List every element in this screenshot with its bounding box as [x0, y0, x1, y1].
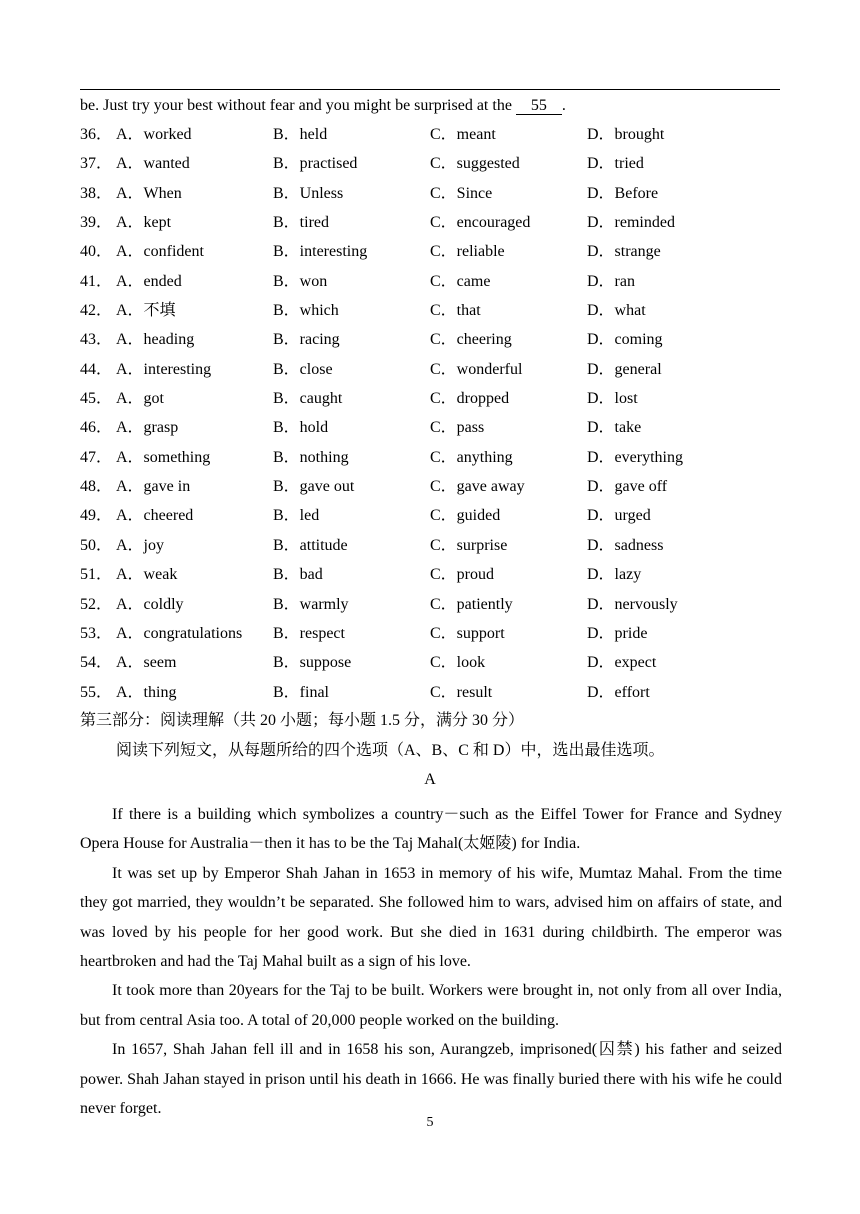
question-number: 42． [80, 302, 113, 320]
answer-blank: 55 [516, 98, 562, 115]
option-c: C．gave away [430, 478, 525, 496]
top-continuation-line [80, 96, 566, 116]
option-a: A．joy [116, 536, 165, 554]
option-c: C．encouraged [430, 214, 531, 232]
paragraph: In 1657, Shah Jahan fell ill and in 1658 his son, Aurangzeb, imprisoned(囚禁) his father and seized power. Shah Jahan stayed in prison until his death in 1666. He was finally buried there with his wife he could never forget. [80, 1041, 782, 1118]
question-number: 54． [80, 654, 113, 672]
question-row [80, 418, 780, 447]
option-d: D．lost [587, 390, 638, 408]
option-c: C．surprise [430, 536, 508, 554]
option-d: D．reminded [587, 214, 675, 232]
question-number: 44． [80, 360, 113, 378]
question-number: 39． [80, 214, 113, 232]
option-c: C．meant [430, 126, 496, 143]
question-row [80, 213, 780, 242]
option-c: C．proud [430, 566, 495, 584]
option-d: D．gave off [587, 478, 668, 496]
option-b: B．hold [273, 419, 329, 437]
option-c: C．guided [430, 507, 501, 525]
option-b: B．practised [273, 155, 358, 173]
option-b: B．gave out [273, 478, 355, 496]
option-c: C．support [430, 624, 505, 642]
paragraph: It took more than 20years for the Taj to be built. Workers were brought in, not only from all over India, but from central Asia too. A total of 20,000 people worked on the building. [80, 982, 782, 1029]
passage-body [80, 800, 782, 1123]
question-row [80, 624, 780, 653]
option-c: C．pass [430, 419, 485, 437]
option-d: D．tried [587, 155, 644, 173]
option-d: D．expect [587, 654, 657, 672]
option-d: D．lazy [587, 566, 642, 584]
option-b: B．suppose [273, 654, 352, 672]
option-a: A．gave in [116, 478, 191, 496]
option-a: A．seem [116, 654, 177, 672]
question-number: 43． [80, 331, 113, 349]
option-a: A．When [116, 184, 182, 202]
option-d: D．effort [587, 683, 650, 701]
paragraph: It was set up by Emperor Shah Jahan in 1653 in memory of his wife, Mumtaz Mahal. From the time they got married, they wouldn’t be separated. She followed him to wars, advised him on affairs of state, and was loved by his people for her good work. But she died in 1631 during childbirth. The emperor was heartbroken and had the Taj Mahal built as a sign of his love. [80, 864, 782, 971]
option-d: D．sadness [587, 536, 664, 554]
option-a: A．ended [116, 272, 182, 290]
option-b: B．attitude [273, 536, 348, 554]
option-d: D．general [587, 360, 662, 378]
option-b: B．led [273, 507, 320, 525]
question-number: 36． [80, 126, 113, 143]
passage-label: A [424, 771, 436, 788]
option-a: A．something [116, 448, 211, 466]
question-number: 40． [80, 243, 113, 261]
question-number: 45． [80, 390, 113, 408]
question-number: 37． [80, 155, 113, 173]
option-b: B．tired [273, 214, 329, 232]
top-line-end: . [561, 97, 566, 114]
paragraph: If there is a building which symbolizes a country－such as the Eiffel Tower for France and Sydney Opera House for Australia－then it has to be the Taj Mahal(太姬陵) for India. [80, 806, 782, 853]
question-row [80, 389, 780, 418]
question-row [80, 125, 780, 154]
page-number: 5 [426, 1115, 434, 1130]
option-a: A．cheered [116, 507, 194, 525]
question-row [80, 301, 780, 330]
option-b: B．caught [273, 390, 343, 408]
question-row [80, 565, 780, 594]
option-c: C．wonderful [430, 360, 523, 378]
option-b: B．racing [273, 331, 340, 349]
question-row [80, 272, 780, 301]
option-a: A．weak [116, 566, 178, 584]
option-c: C．result [430, 683, 493, 701]
option-c: C．came [430, 272, 491, 290]
question-row [80, 683, 780, 712]
section-heading: 第三部分：阅读理解（共 20 小题；每小题 1.5 分，满分 30 分） [80, 712, 525, 729]
option-c: C．look [430, 654, 486, 672]
answer-options-list [80, 125, 780, 712]
option-c: C．Since [430, 184, 493, 202]
option-a: A．congratulations [116, 624, 243, 642]
option-c: C．patiently [430, 595, 513, 613]
option-c: C．that [430, 302, 481, 320]
option-d: D．ran [587, 272, 635, 290]
option-a: A．worked [116, 126, 192, 143]
option-b: B．nothing [273, 448, 349, 466]
question-number: 47． [80, 448, 113, 466]
option-d: D．coming [587, 331, 663, 349]
option-d: D．take [587, 419, 642, 437]
option-d: D．strange [587, 243, 661, 261]
option-c: C．dropped [430, 390, 510, 408]
question-row [80, 595, 780, 624]
option-c: C．anything [430, 448, 513, 466]
question-number: 55． [80, 683, 113, 701]
question-number: 52． [80, 595, 113, 613]
option-d: D．urged [587, 507, 651, 525]
option-b: B．won [273, 272, 328, 290]
question-number: 38． [80, 184, 113, 202]
option-a: A．kept [116, 214, 172, 232]
option-a: A．grasp [116, 419, 179, 437]
option-a: A．confident [116, 243, 204, 261]
question-row [80, 448, 780, 477]
option-a: A．coldly [116, 595, 184, 613]
option-a: A．got [116, 390, 165, 408]
header-rule [80, 89, 780, 90]
option-b: B．Unless [273, 184, 344, 202]
question-number: 46． [80, 419, 113, 437]
option-d: D．nervously [587, 595, 678, 613]
question-number: 51． [80, 566, 113, 584]
option-a: A．不填 [116, 302, 176, 320]
question-number: 49． [80, 507, 113, 525]
option-b: B．final [273, 683, 329, 701]
option-d: D．pride [587, 624, 648, 642]
option-b: B．interesting [273, 243, 368, 261]
option-a: A．thing [116, 683, 177, 701]
question-row [80, 330, 780, 359]
question-number: 53． [80, 624, 113, 642]
question-number: 50． [80, 536, 113, 554]
option-a: A．wanted [116, 155, 190, 173]
question-row [80, 477, 780, 506]
option-d: D．brought [587, 126, 665, 143]
option-b: B．respect [273, 624, 345, 642]
option-b: B．which [273, 302, 339, 320]
question-row [80, 154, 780, 183]
instruction-text: 阅读下列短文，从每题所给的四个选项（A、B、C 和 D）中，选出最佳选项。 [116, 742, 665, 759]
option-c: C．reliable [430, 243, 505, 261]
question-row [80, 360, 780, 389]
option-a: A．heading [116, 331, 195, 349]
option-d: D．Before [587, 184, 659, 202]
question-row [80, 506, 780, 535]
option-c: C．cheering [430, 331, 512, 349]
option-b: B．bad [273, 566, 323, 584]
option-b: B．held [273, 126, 328, 143]
option-c: C．suggested [430, 155, 520, 173]
question-number: 41． [80, 272, 113, 290]
question-row [80, 184, 780, 213]
question-row [80, 653, 780, 682]
question-row [80, 536, 780, 565]
option-d: D．what [587, 302, 646, 320]
option-d: D．everything [587, 448, 683, 466]
option-a: A．interesting [116, 360, 212, 378]
question-row [80, 242, 780, 271]
option-b: B．warmly [273, 595, 349, 613]
question-number: 48． [80, 478, 113, 496]
top-line-text: be. Just try your best without fear and you might be surprised at the [80, 97, 516, 114]
option-b: B．close [273, 360, 333, 378]
